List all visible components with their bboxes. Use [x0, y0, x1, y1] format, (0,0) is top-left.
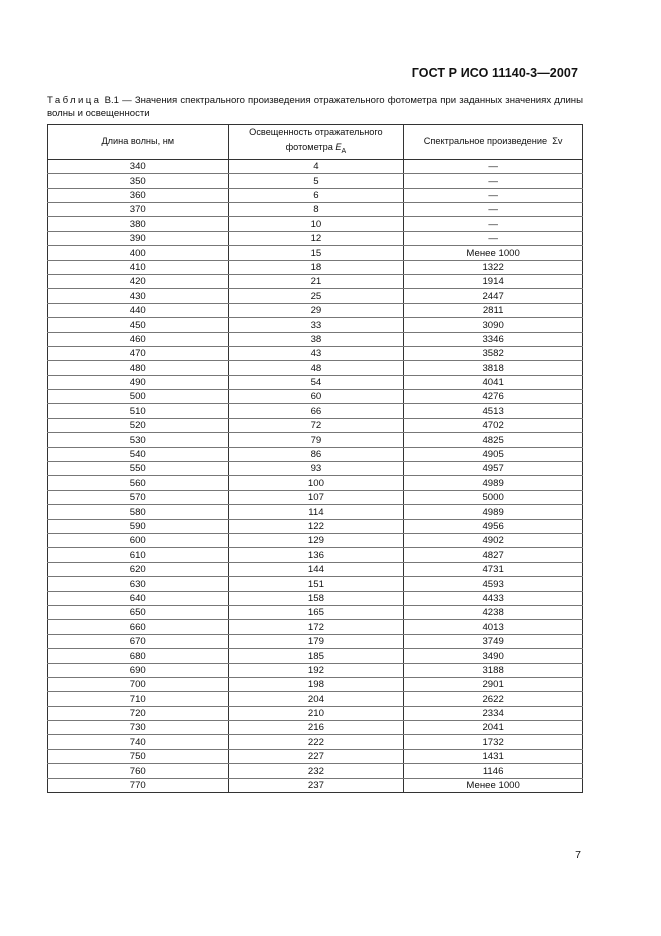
- cell-wavelength: 600: [48, 533, 229, 547]
- cell-spectral-product: 1322: [404, 260, 583, 274]
- cell-spectral-product: 4989: [404, 505, 583, 519]
- cell-illuminance: 5: [228, 174, 404, 188]
- cell-illuminance: 198: [228, 677, 404, 691]
- cell-illuminance: 165: [228, 605, 404, 619]
- cell-illuminance: 79: [228, 433, 404, 447]
- cell-spectral-product: —: [404, 159, 583, 173]
- cell-wavelength: 340: [48, 159, 229, 173]
- table-row: [48, 764, 583, 778]
- cell-spectral-product: 4238: [404, 605, 583, 619]
- page-number: 7: [575, 849, 581, 861]
- cell-illuminance: 66: [228, 404, 404, 418]
- cell-wavelength: 650: [48, 605, 229, 619]
- table-row: [48, 188, 583, 202]
- cell-spectral-product: 4731: [404, 562, 583, 576]
- cell-spectral-product: —: [404, 174, 583, 188]
- table-header-row: [48, 125, 583, 160]
- cell-illuminance: 54: [228, 375, 404, 389]
- cell-illuminance: 204: [228, 692, 404, 706]
- cell-wavelength: 610: [48, 548, 229, 562]
- cell-spectral-product: 1914: [404, 274, 583, 288]
- cell-spectral-product: 2334: [404, 706, 583, 720]
- table-row: [48, 677, 583, 691]
- table-row: [48, 490, 583, 504]
- cell-wavelength: 620: [48, 562, 229, 576]
- header-wavelength: Длина волны, нм: [48, 125, 229, 160]
- table-row: [48, 706, 583, 720]
- cell-illuminance: 232: [228, 764, 404, 778]
- cell-spectral-product: Менее 1000: [404, 778, 583, 792]
- cell-wavelength: 740: [48, 735, 229, 749]
- cell-illuminance: 151: [228, 577, 404, 591]
- cell-illuminance: 4: [228, 159, 404, 173]
- cell-wavelength: 520: [48, 418, 229, 432]
- cell-spectral-product: 3749: [404, 634, 583, 648]
- table-row: [48, 649, 583, 663]
- cell-illuminance: 21: [228, 274, 404, 288]
- cell-wavelength: 400: [48, 246, 229, 260]
- cell-wavelength: 390: [48, 231, 229, 245]
- cell-spectral-product: 3582: [404, 346, 583, 360]
- illuminance-symbol: E: [335, 142, 342, 152]
- table-row: [48, 749, 583, 763]
- cell-spectral-product: 4433: [404, 591, 583, 605]
- cell-spectral-product: 2901: [404, 677, 583, 691]
- cell-wavelength: 430: [48, 289, 229, 303]
- table-row: [48, 346, 583, 360]
- spectral-product-table: [47, 124, 583, 793]
- cell-wavelength: 530: [48, 433, 229, 447]
- cell-illuminance: 129: [228, 533, 404, 547]
- cell-illuminance: 12: [228, 231, 404, 245]
- cell-spectral-product: 3090: [404, 318, 583, 332]
- table-row: [48, 447, 583, 461]
- table-row: [48, 562, 583, 576]
- cell-wavelength: 380: [48, 217, 229, 231]
- cell-spectral-product: —: [404, 203, 583, 217]
- cell-wavelength: 700: [48, 677, 229, 691]
- cell-wavelength: 440: [48, 303, 229, 317]
- cell-wavelength: 720: [48, 706, 229, 720]
- table-row: [48, 203, 583, 217]
- table-row: [48, 605, 583, 619]
- table-row: [48, 533, 583, 547]
- cell-spectral-product: —: [404, 217, 583, 231]
- table-row: [48, 462, 583, 476]
- cell-wavelength: 550: [48, 462, 229, 476]
- cell-illuminance: 60: [228, 390, 404, 404]
- table-caption: [47, 94, 583, 120]
- cell-wavelength: 770: [48, 778, 229, 792]
- cell-wavelength: 450: [48, 318, 229, 332]
- table-row: [48, 519, 583, 533]
- cell-illuminance: 33: [228, 318, 404, 332]
- cell-wavelength: 540: [48, 447, 229, 461]
- cell-wavelength: 660: [48, 620, 229, 634]
- cell-spectral-product: 3818: [404, 361, 583, 375]
- cell-illuminance: 25: [228, 289, 404, 303]
- cell-spectral-product: 4513: [404, 404, 583, 418]
- cell-illuminance: 48: [228, 361, 404, 375]
- cell-illuminance: 114: [228, 505, 404, 519]
- table-row: [48, 361, 583, 375]
- table-row: [48, 418, 583, 432]
- table-row: [48, 390, 583, 404]
- table-row: [48, 778, 583, 792]
- cell-wavelength: 760: [48, 764, 229, 778]
- cell-illuminance: 6: [228, 188, 404, 202]
- cell-spectral-product: 4905: [404, 447, 583, 461]
- cell-spectral-product: 4593: [404, 577, 583, 591]
- cell-wavelength: 350: [48, 174, 229, 188]
- table-row: [48, 303, 583, 317]
- cell-wavelength: 460: [48, 332, 229, 346]
- cell-wavelength: 510: [48, 404, 229, 418]
- cell-wavelength: 360: [48, 188, 229, 202]
- cell-illuminance: 8: [228, 203, 404, 217]
- table-row: [48, 404, 583, 418]
- cell-illuminance: 237: [228, 778, 404, 792]
- cell-wavelength: 690: [48, 663, 229, 677]
- cell-illuminance: 227: [228, 749, 404, 763]
- cell-spectral-product: 1732: [404, 735, 583, 749]
- cell-illuminance: 210: [228, 706, 404, 720]
- cell-wavelength: 560: [48, 476, 229, 490]
- table-row: [48, 692, 583, 706]
- cell-wavelength: 410: [48, 260, 229, 274]
- cell-wavelength: 580: [48, 505, 229, 519]
- cell-wavelength: 470: [48, 346, 229, 360]
- table-row: [48, 217, 583, 231]
- cell-spectral-product: —: [404, 231, 583, 245]
- cell-illuminance: 72: [228, 418, 404, 432]
- cell-spectral-product: 4825: [404, 433, 583, 447]
- cell-spectral-product: 4956: [404, 519, 583, 533]
- illuminance-subscript: A: [341, 147, 347, 155]
- cell-spectral-product: 2622: [404, 692, 583, 706]
- table-row: [48, 577, 583, 591]
- header-spectral-product: Спектральное произведение Σv: [404, 125, 583, 160]
- table-row: [48, 289, 583, 303]
- cell-wavelength: 490: [48, 375, 229, 389]
- cell-spectral-product: 4827: [404, 548, 583, 562]
- table-row: [48, 476, 583, 490]
- cell-spectral-product: 2041: [404, 721, 583, 735]
- cell-wavelength: 630: [48, 577, 229, 591]
- cell-illuminance: 15: [228, 246, 404, 260]
- cell-illuminance: 107: [228, 490, 404, 504]
- table-row: [48, 620, 583, 634]
- cell-spectral-product: 4276: [404, 390, 583, 404]
- cell-illuminance: 43: [228, 346, 404, 360]
- cell-wavelength: 370: [48, 203, 229, 217]
- table-row: [48, 318, 583, 332]
- table-row: [48, 274, 583, 288]
- table-row: [48, 246, 583, 260]
- cell-illuminance: 18: [228, 260, 404, 274]
- cell-wavelength: 730: [48, 721, 229, 735]
- cell-illuminance: 216: [228, 721, 404, 735]
- cell-illuminance: 136: [228, 548, 404, 562]
- cell-spectral-product: 2811: [404, 303, 583, 317]
- cell-spectral-product: 4902: [404, 533, 583, 547]
- table-row: [48, 735, 583, 749]
- cell-illuminance: 10: [228, 217, 404, 231]
- cell-illuminance: 222: [228, 735, 404, 749]
- cell-spectral-product: 3490: [404, 649, 583, 663]
- table-row: [48, 591, 583, 605]
- cell-spectral-product: 3188: [404, 663, 583, 677]
- table-body: [48, 159, 583, 792]
- cell-illuminance: 122: [228, 519, 404, 533]
- cell-wavelength: 750: [48, 749, 229, 763]
- cell-wavelength: 500: [48, 390, 229, 404]
- cell-spectral-product: 4041: [404, 375, 583, 389]
- cell-illuminance: 86: [228, 447, 404, 461]
- table-caption-label: Таблица: [47, 95, 102, 106]
- cell-illuminance: 185: [228, 649, 404, 663]
- cell-illuminance: 93: [228, 462, 404, 476]
- cell-spectral-product: 4702: [404, 418, 583, 432]
- cell-spectral-product: 4957: [404, 462, 583, 476]
- spectral-symbol: Σv: [552, 136, 563, 147]
- cell-wavelength: 680: [48, 649, 229, 663]
- cell-illuminance: 38: [228, 332, 404, 346]
- cell-spectral-product: 1146: [404, 764, 583, 778]
- cell-wavelength: 480: [48, 361, 229, 375]
- table-row: [48, 634, 583, 648]
- cell-wavelength: 590: [48, 519, 229, 533]
- table-row: [48, 548, 583, 562]
- cell-spectral-product: 4989: [404, 476, 583, 490]
- header-illuminance: Освещенность отражательного фотометра $E_A$: [228, 125, 404, 160]
- cell-spectral-product: 2447: [404, 289, 583, 303]
- cell-wavelength: 670: [48, 634, 229, 648]
- cell-illuminance: 100: [228, 476, 404, 490]
- table-row: [48, 231, 583, 245]
- cell-wavelength: 710: [48, 692, 229, 706]
- table-row: [48, 159, 583, 173]
- table-row: [48, 332, 583, 346]
- document-code: ГОСТ Р ИСО 11140-3—2007: [411, 66, 578, 80]
- cell-illuminance: 29: [228, 303, 404, 317]
- cell-illuminance: 192: [228, 663, 404, 677]
- table-row: [48, 174, 583, 188]
- table-row: [48, 505, 583, 519]
- table-row: [48, 260, 583, 274]
- cell-wavelength: 420: [48, 274, 229, 288]
- cell-illuminance: 144: [228, 562, 404, 576]
- table-row: [48, 433, 583, 447]
- table-row: [48, 663, 583, 677]
- cell-illuminance: 179: [228, 634, 404, 648]
- cell-spectral-product: —: [404, 188, 583, 202]
- cell-wavelength: 570: [48, 490, 229, 504]
- cell-spectral-product: Менее 1000: [404, 246, 583, 260]
- table-row: [48, 375, 583, 389]
- table-caption-text: В.1 — Значения спектрального произведения отражательного фотометра при заданных значениях длины волны и освещенности: [47, 95, 583, 119]
- cell-spectral-product: 5000: [404, 490, 583, 504]
- cell-illuminance: 172: [228, 620, 404, 634]
- table-row: [48, 721, 583, 735]
- cell-illuminance: 158: [228, 591, 404, 605]
- cell-wavelength: 640: [48, 591, 229, 605]
- cell-spectral-product: 3346: [404, 332, 583, 346]
- cell-spectral-product: 4013: [404, 620, 583, 634]
- cell-spectral-product: 1431: [404, 749, 583, 763]
